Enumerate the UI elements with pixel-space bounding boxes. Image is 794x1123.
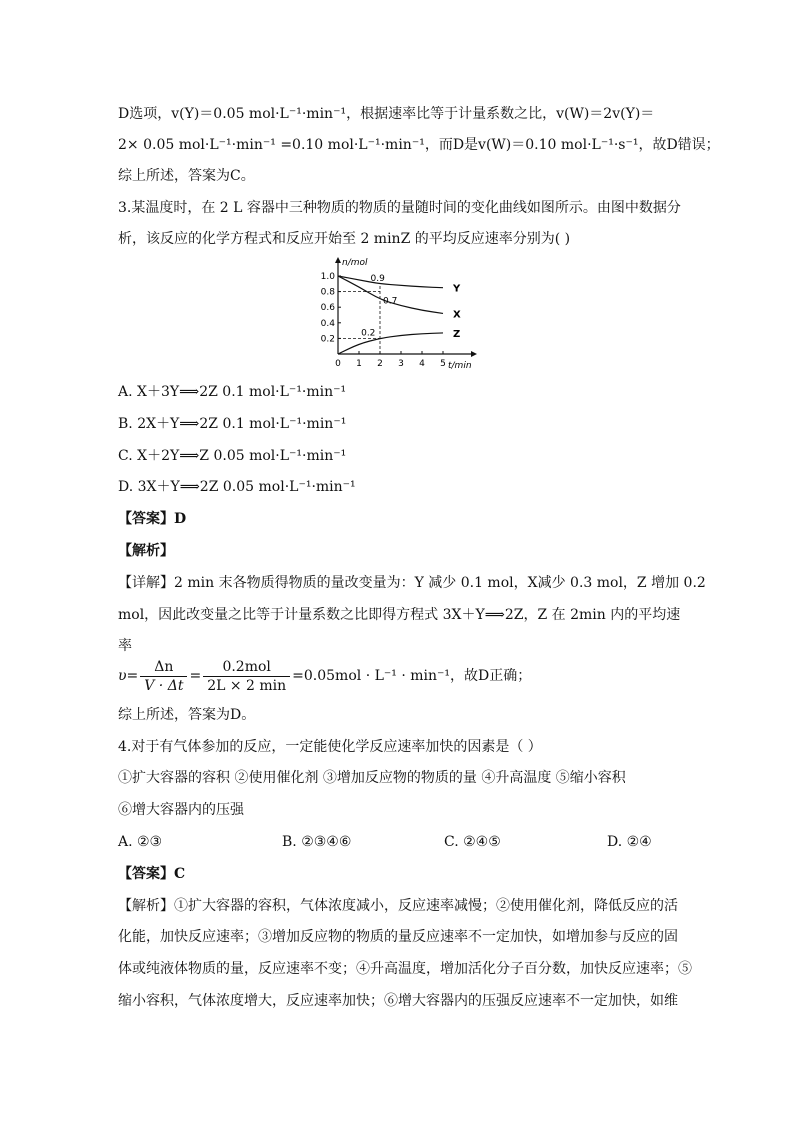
x-tick-label: 1	[356, 359, 362, 369]
x-axis-label: t/min	[448, 361, 472, 371]
x-tick-label: 3	[398, 359, 404, 369]
series-label-x: X	[453, 309, 461, 321]
question-3-stem: 3.某温度时，在 2 L 容器中三种物质的物质的量随时间的变化曲线如图所示。由图中数据分	[118, 200, 681, 216]
detail-line: 率	[118, 638, 132, 654]
fraction-2	[203, 658, 290, 695]
q4-option-c: C. ②④⑤	[444, 834, 501, 850]
x-tick-label: 4	[419, 359, 425, 369]
detail-line: 【详解】2 min 末各物质得物质的量改变量为：Y 减少 0.1 mol，X减少 0.3 mol，Z 增加 0.2	[118, 575, 706, 591]
question-4-items: ①扩大容器的容积 ②使用催化剂 ③增加反应物的物质的量 ④升高温度 ⑤缩小容积	[118, 770, 626, 786]
y-tick-label: 0.6	[320, 303, 335, 314]
annotation-z-value: 0.2	[361, 328, 376, 339]
y-tick-label: 0.2	[320, 334, 335, 345]
series-label-y: Y	[453, 283, 461, 295]
x-tick-label: 0	[335, 359, 341, 369]
q4-option-d: D. ②④	[607, 834, 652, 850]
y-tick-label: 1.0	[320, 272, 335, 282]
summary-3: 综上所述，答案为D。	[118, 707, 256, 723]
annotation-y-value: 0.9	[370, 273, 385, 284]
fraction-1-numerator: Δn	[140, 658, 187, 677]
series-line-x	[338, 273, 443, 313]
series-line-z	[338, 333, 443, 354]
text-line: 综上所述，答案为C。	[118, 168, 255, 184]
series-label-z: Z	[453, 328, 461, 340]
x-tick-label: 5	[440, 359, 446, 369]
option-b: B. 2X＋Y⟹2Z 0.1 mol·L⁻¹·min⁻¹	[118, 416, 347, 432]
fraction-2-numerator: 0.2mol	[203, 658, 290, 677]
analysis-line: 【解析】①扩大容器的容积，气体浓度减小，反应速率减慢；②使用催化剂，降低反应的活	[118, 898, 678, 914]
y-tick-label: 0.4	[320, 318, 335, 329]
y-axis-label: n/mol	[342, 258, 368, 268]
text-line: D选项，v(Y)＝0.05 mol·L⁻¹·min⁻¹，根据速率比等于计量系数之比，v(W)＝2v(Y)＝	[118, 106, 655, 122]
analysis-line: 体或纯液体物质的量，反应速率不变；④升高温度，增加活化分子百分数，加快反应速率；⑤	[118, 961, 692, 977]
fraction-1-denominator: V · Δt	[144, 677, 184, 694]
option-d: D. 3X＋Y⟹2Z 0.05 mol·L⁻¹·min⁻¹	[118, 479, 356, 495]
question-4-stem: 4.对于有气体参加的反应，一定能使化学反应速率加快的因素是（ ）	[118, 739, 542, 755]
option-c: C. X＋2Y⟹Z 0.05 mol·L⁻¹·min⁻¹	[118, 448, 347, 464]
formula-lhs: υ=	[118, 668, 139, 684]
question-4-items: ⑥增大容器内的压强	[118, 802, 244, 818]
text-line: 2× 0.05 mol·L⁻¹·min⁻¹ =0.10 mol·L⁻¹·min⁻¹，而D是v(W)＝0.10 mol·L⁻¹·s⁻¹，故D错误；	[118, 137, 720, 153]
x-tick-label: 2	[377, 359, 383, 369]
analysis-3-heading: 【解析】	[118, 543, 174, 559]
formula-equals: =	[189, 668, 202, 684]
fraction-1	[140, 658, 187, 695]
y-tick-label: 0.8	[320, 287, 335, 298]
fraction-2-denominator: 2L × 2 min	[207, 677, 287, 694]
q4-option-b: B. ②③④⑥	[282, 834, 352, 850]
analysis-line: 缩小容积，气体浓度增大，反应速率加快；⑥增大容器内的压强反应速率不一定加快，如维	[118, 993, 678, 1009]
answer-4: 【答案】C	[118, 866, 186, 882]
question-3-stem: 析，该反应的化学方程式和反应开始至 2 minZ 的平均反应速率分别为( )	[118, 231, 571, 247]
rate-formula	[118, 656, 531, 696]
q4-option-a: A. ②③	[118, 834, 163, 850]
option-a: A. X＋3Y⟹2Z 0.1 mol·L⁻¹·min⁻¹	[118, 384, 347, 400]
amount-vs-time-chart	[316, 254, 481, 372]
annotation-x-value: 0.7	[383, 296, 398, 307]
analysis-line: 化能，加快反应速率；③增加反应物的物质的量反应速率不一定加快，如增加参与反应的固	[118, 929, 678, 945]
series-line-y	[338, 273, 443, 288]
answer-3: 【答案】D	[118, 511, 187, 527]
formula-rhs: =0.05mol · L⁻¹ · min⁻¹，故D正确；	[292, 668, 532, 684]
detail-line: mol，因此改变量之比等于计量系数之比即得方程式 3X＋Y⟹2Z，Z 在 2min 内的平均速	[118, 607, 681, 623]
